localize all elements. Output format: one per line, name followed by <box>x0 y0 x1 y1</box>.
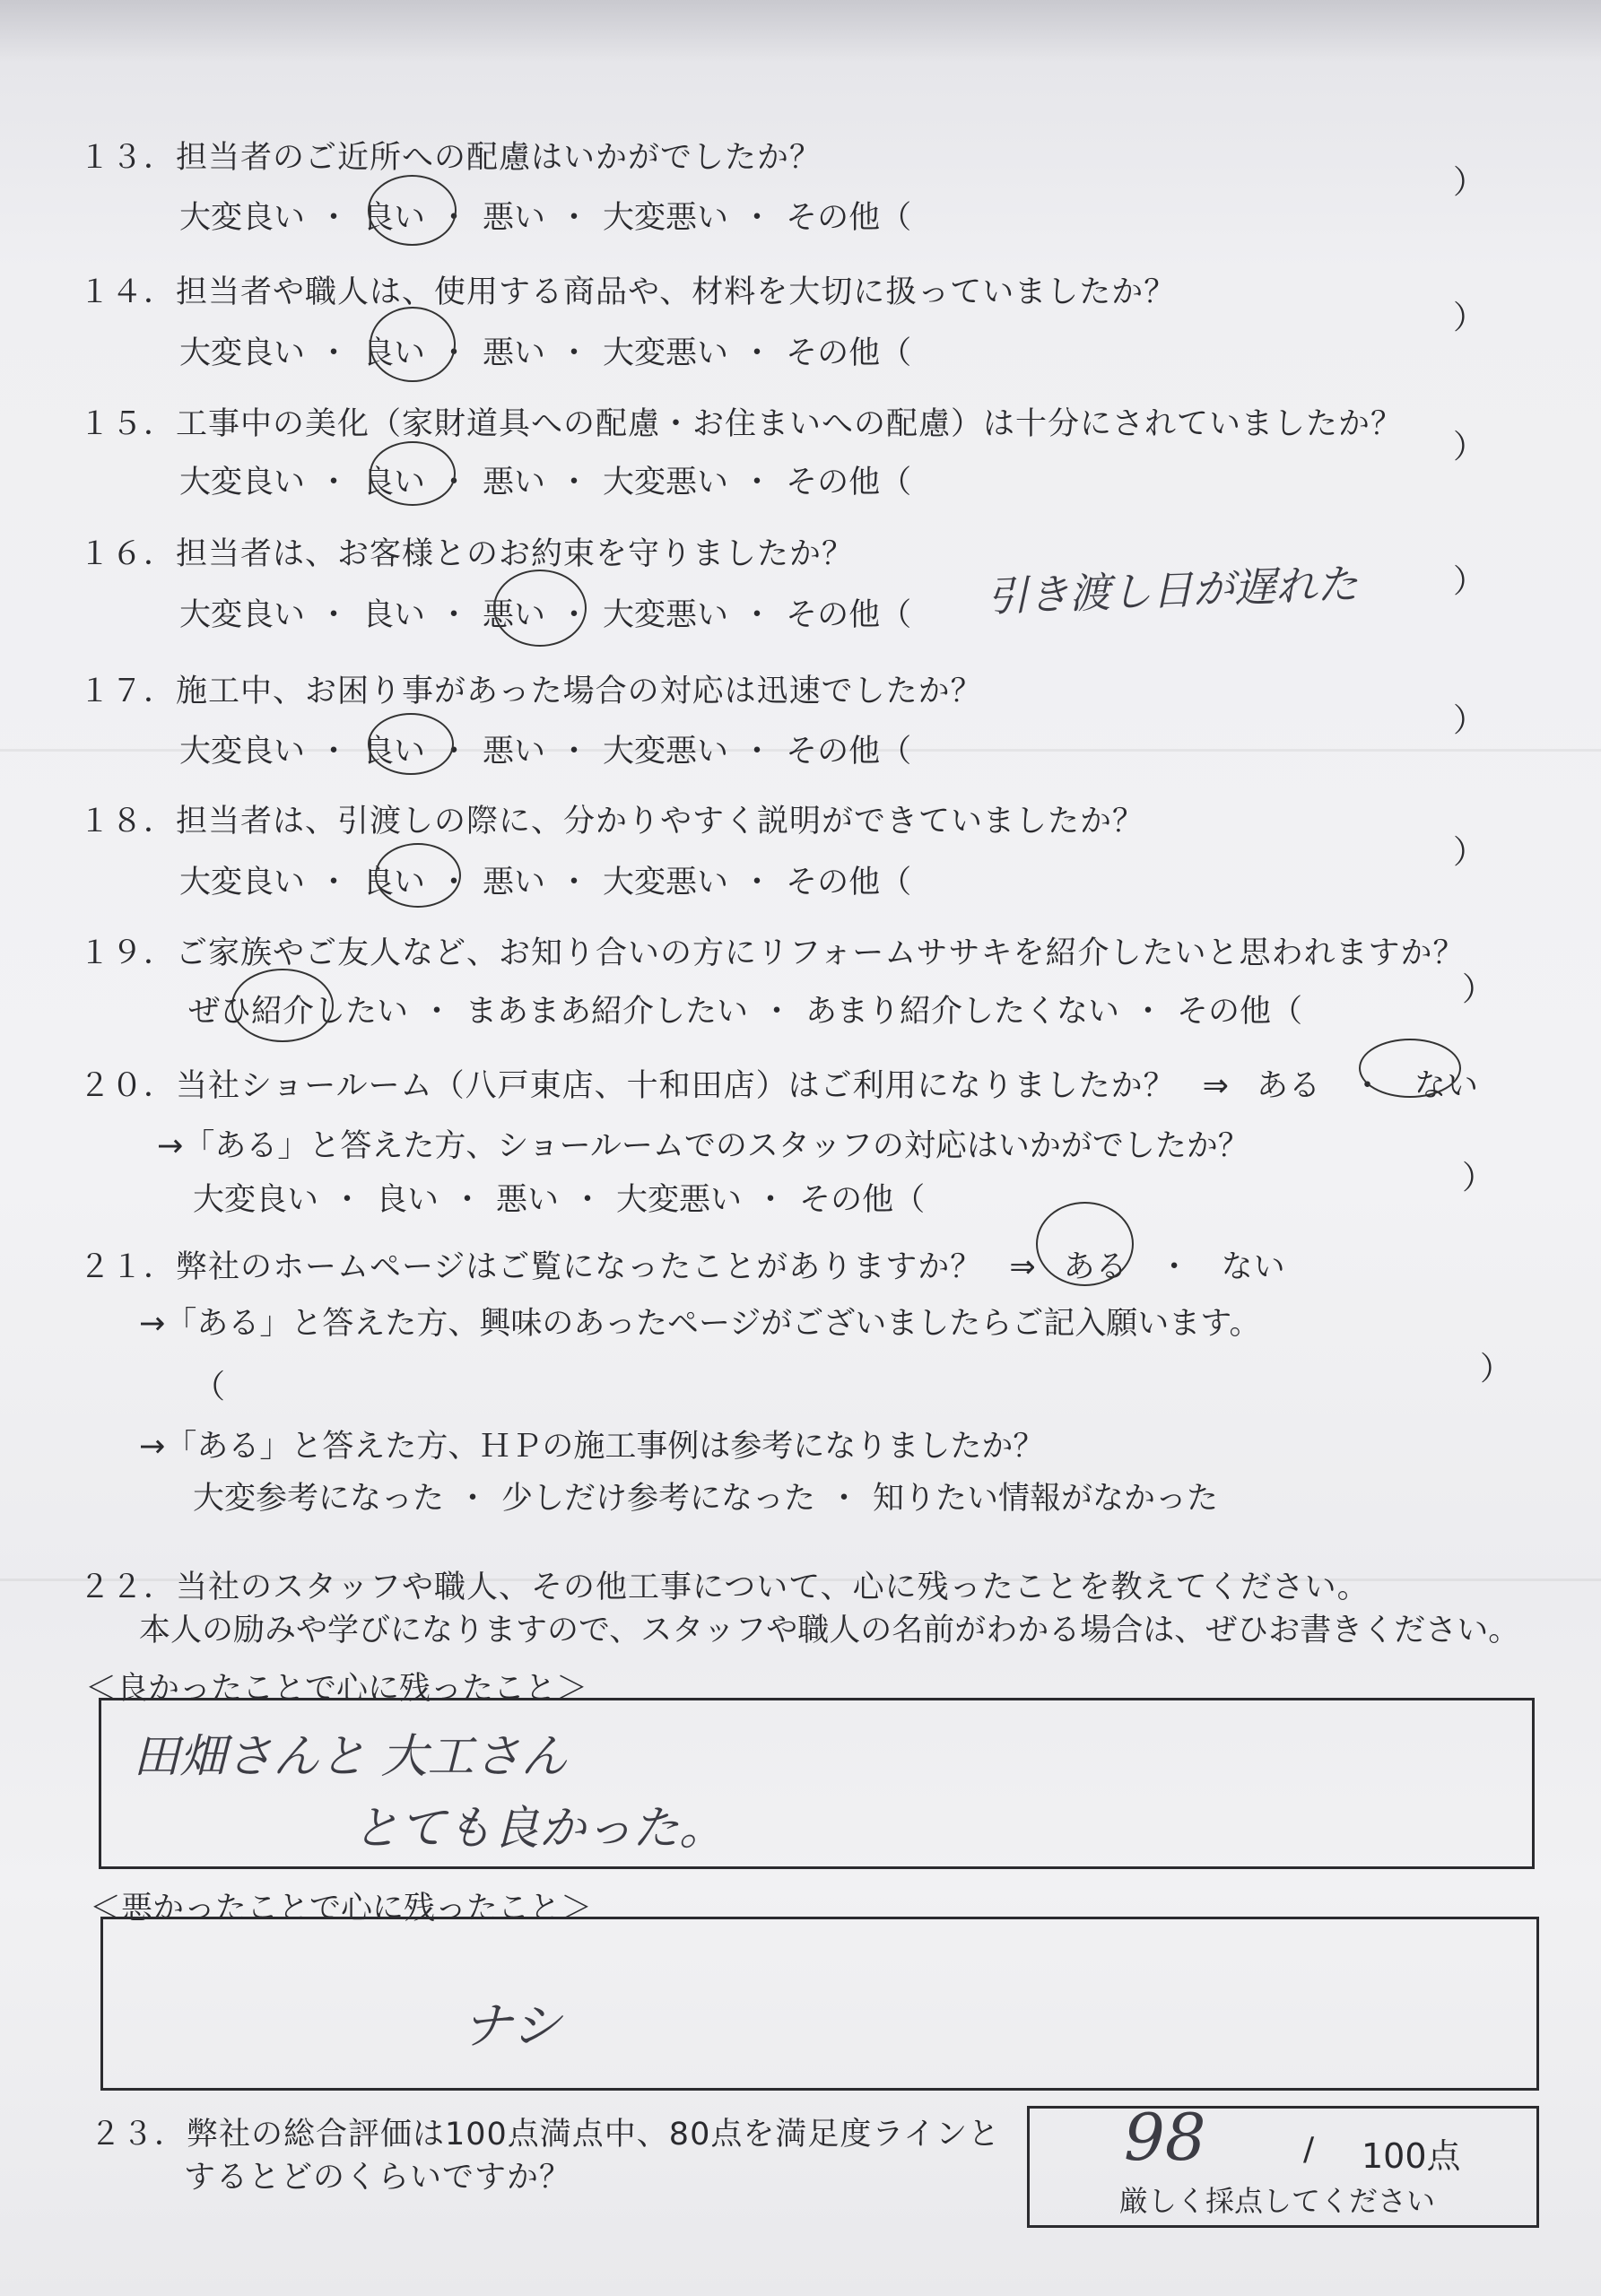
option-very-good[interactable]: 大変良い <box>179 597 306 633</box>
close-paren: ） <box>1453 702 1486 739</box>
handwritten-score: 98 <box>1124 2100 1206 2175</box>
options-19: ぜひ紹介したい ・ まあまあ紹介したい ・ あまり紹介したくない ・ その他（ <box>188 987 1302 1031</box>
option-bad[interactable]: 悪い <box>496 1182 560 1218</box>
option-other[interactable]: その他（ <box>786 865 912 900</box>
handwritten-good-1: 田畑さんと 大工さん <box>133 1730 568 1784</box>
option-good[interactable]: 良い <box>376 1182 439 1218</box>
option-bad[interactable]: 悪い <box>483 200 546 236</box>
answer-circle <box>368 713 454 775</box>
option-definitely[interactable]: ぜひ紹介したい <box>188 994 409 1030</box>
close-paren: ） <box>1453 834 1486 871</box>
option-very-bad[interactable]: 大変悪い <box>603 335 729 371</box>
option-little-helpful[interactable]: 少しだけ参考になった <box>501 1481 816 1517</box>
option-other[interactable]: その他（ <box>786 734 912 770</box>
option-bad[interactable]: 悪い <box>483 734 546 770</box>
option-somewhat[interactable]: まあまあ紹介したい <box>466 994 749 1030</box>
option-very-bad[interactable]: 大変悪い <box>616 1182 743 1218</box>
option-good[interactable]: 良い <box>362 597 426 633</box>
question-18: １８．担当者は、引渡しの際に、分かりやすく説明ができていましたか？ <box>79 804 1145 839</box>
answer-circle <box>368 175 457 246</box>
arrow-icon: ⇒ <box>1202 1068 1230 1104</box>
option-other[interactable]: その他（ <box>786 597 912 633</box>
choice-yes[interactable]: ある <box>1256 1068 1321 1104</box>
option-very-good[interactable]: 大変良い <box>179 335 306 371</box>
close-paren: ） <box>1453 429 1486 465</box>
option-very-helpful[interactable]: 大変参考になった <box>193 1481 445 1517</box>
option-bad[interactable]: 悪い <box>483 865 546 900</box>
option-other[interactable]: その他（ <box>799 1182 926 1218</box>
question-20-text: ２０．当社ショールーム（八戸東店、十和田店）はご利用になりましたか？ <box>79 1068 1176 1104</box>
option-bad[interactable]: 悪い <box>483 335 546 371</box>
option-very-bad[interactable]: 大変悪い <box>603 865 729 900</box>
option-good[interactable]: 良い <box>362 734 426 770</box>
score-slash: / <box>1303 2131 1315 2168</box>
question-20: ２０．当社ショールーム（八戸東店、十和田店）はご利用になりましたか？ ⇒ ある ・ ない <box>79 1068 1479 1104</box>
close-paren: ） <box>1453 164 1486 201</box>
option-other[interactable]: その他（ <box>786 335 912 371</box>
answer-circle <box>370 441 456 506</box>
option-very-bad[interactable]: 大変悪い <box>603 734 729 770</box>
choice-no[interactable]: ない <box>1221 1249 1286 1285</box>
good-memory-label: ＜良かったことで心に残ったこと＞ <box>85 1671 588 1707</box>
answer-circle <box>370 307 456 382</box>
option-very-good[interactable]: 大変良い <box>179 734 306 770</box>
handwritten-bad: ナシ <box>462 1997 561 2056</box>
arrow-icon: ⇒ <box>1009 1249 1037 1285</box>
answer-circle <box>1036 1202 1134 1286</box>
close-paren: ） <box>1453 300 1486 336</box>
options-20: 大変良い ・ 良い ・ 悪い ・ 大変悪い ・ その他（ <box>193 1175 925 1220</box>
question-17: １７．施工中、お困り事があった場合の対応は迅速でしたか？ <box>79 674 983 709</box>
options-18: 大変良い ・ 良い ・ 悪い ・ 大変悪い ・ その他（ <box>179 857 911 902</box>
question-21-sub1: →「ある」と答えた方、興味のあったページがございましたらご記入願います。 <box>139 1306 1261 1342</box>
choice-yes[interactable]: ある <box>1063 1249 1128 1285</box>
option-very-bad[interactable]: 大変悪い <box>603 465 729 500</box>
question-13: １３．担当者のご近所への配慮はいかがでしたか？ <box>79 140 822 176</box>
question-21-sub2: →「ある」と答えた方、ＨＰの施工事例は参考になりましたか？ <box>139 1429 1045 1465</box>
open-paren: （ <box>193 1369 226 1405</box>
answer-circle <box>375 843 461 908</box>
option-other[interactable]: その他（ <box>786 465 912 500</box>
question-21-text: ２１．弊社のホームページはご覧になったことがありますか？ <box>79 1249 983 1285</box>
option-good[interactable]: 良い <box>362 200 426 236</box>
option-not-found[interactable]: 知りたい情報がなかった <box>873 1481 1219 1517</box>
options-13: 大変良い ・ 良い ・ 悪い ・ 大変悪い ・ その他（ <box>179 193 911 238</box>
question-16: １６．担当者は、お客様とのお約束を守りましたか？ <box>79 536 855 572</box>
option-bad[interactable]: 悪い <box>483 465 546 500</box>
options-14: 大変良い ・ 良い ・ 悪い ・ 大変悪い ・ その他（ <box>179 328 911 373</box>
options-17: 大変良い ・ 良い ・ 悪い ・ 大変悪い ・ その他（ <box>179 726 911 771</box>
option-very-bad[interactable]: 大変悪い <box>603 200 729 236</box>
score-max: 100点 <box>1362 2136 1461 2176</box>
question-23-line2: するとどのくらいですか？ <box>184 2160 572 2196</box>
option-very-good[interactable]: 大変良い <box>179 865 306 900</box>
option-bad[interactable]: 悪い <box>483 597 546 633</box>
close-paren: ） <box>1480 1351 1513 1387</box>
question-14: １４．担当者や職人は、使用する商品や、材料を大切に扱っていましたか？ <box>79 274 1177 310</box>
good-memory-box[interactable] <box>99 1698 1535 1869</box>
question-19: １９．ご家族やご友人など、お知り合いの方にリフォームササキを紹介したいと思われますか？ <box>79 935 1466 971</box>
score-note: 厳しく採点してください <box>1119 2184 1436 2218</box>
bad-memory-box[interactable] <box>100 1917 1539 2091</box>
question-21: ２１．弊社のホームページはご覧になったことがありますか？ ⇒ ある ・ ない <box>79 1249 1286 1285</box>
question-20-sub: →「ある」と答えた方、ショールームでのスタッフの対応はいかがでしたか？ <box>157 1128 1249 1164</box>
option-good[interactable]: 良い <box>362 465 426 500</box>
options-21: 大変参考になった ・ 少しだけ参考になった ・ 知りたい情報がなかった <box>193 1474 1218 1518</box>
option-very-good[interactable]: 大変良い <box>179 465 306 500</box>
question-22-note: 本人の励みや学びになりますので、スタッフや職人の名前がわかる場合は、ぜひお書きください。 <box>139 1613 1520 1648</box>
options-15: 大変良い ・ 良い ・ 悪い ・ 大変悪い ・ その他（ <box>179 457 911 502</box>
choice-no[interactable]: ない <box>1414 1068 1479 1104</box>
option-not-really[interactable]: あまり紹介したくない <box>805 994 1120 1030</box>
handwritten-other-16: 引き渡し日が遅れた <box>986 559 1359 622</box>
close-paren: ） <box>1462 971 1495 1008</box>
close-paren: ） <box>1462 1160 1495 1196</box>
answer-circle <box>1359 1039 1461 1098</box>
question-15: １５．工事中の美化（家財道具への配慮・お住まいへの配慮）は十分にされていましたか？ <box>79 406 1404 442</box>
option-very-good[interactable]: 大変良い <box>193 1182 319 1218</box>
answer-circle <box>231 969 334 1042</box>
option-other[interactable]: その他（ <box>786 200 912 236</box>
options-16: 大変良い ・ 良い ・ 悪い ・ 大変悪い ・ その他（ <box>179 590 911 635</box>
option-very-good[interactable]: 大変良い <box>179 200 306 236</box>
score-box[interactable] <box>1027 2100 1539 2228</box>
question-22: ２２．当社のスタッフや職人、その他工事について、心に残ったことを教えてください。 <box>79 1570 1370 1605</box>
question-23: ２３．弊社の総合評価は100点満点中、80点を満足度ラインと <box>90 2117 1001 2152</box>
bad-memory-label: ＜悪かったことで心に残ったこと＞ <box>90 1891 593 1926</box>
answer-circle <box>493 570 587 647</box>
option-good[interactable]: 良い <box>362 335 426 371</box>
option-very-bad[interactable]: 大変悪い <box>603 597 729 633</box>
option-other[interactable]: その他（ <box>1177 994 1303 1030</box>
option-good[interactable]: 良い <box>362 865 426 900</box>
close-paren: ） <box>1453 563 1486 600</box>
handwritten-good-2: とても良かった。 <box>352 1802 727 1856</box>
